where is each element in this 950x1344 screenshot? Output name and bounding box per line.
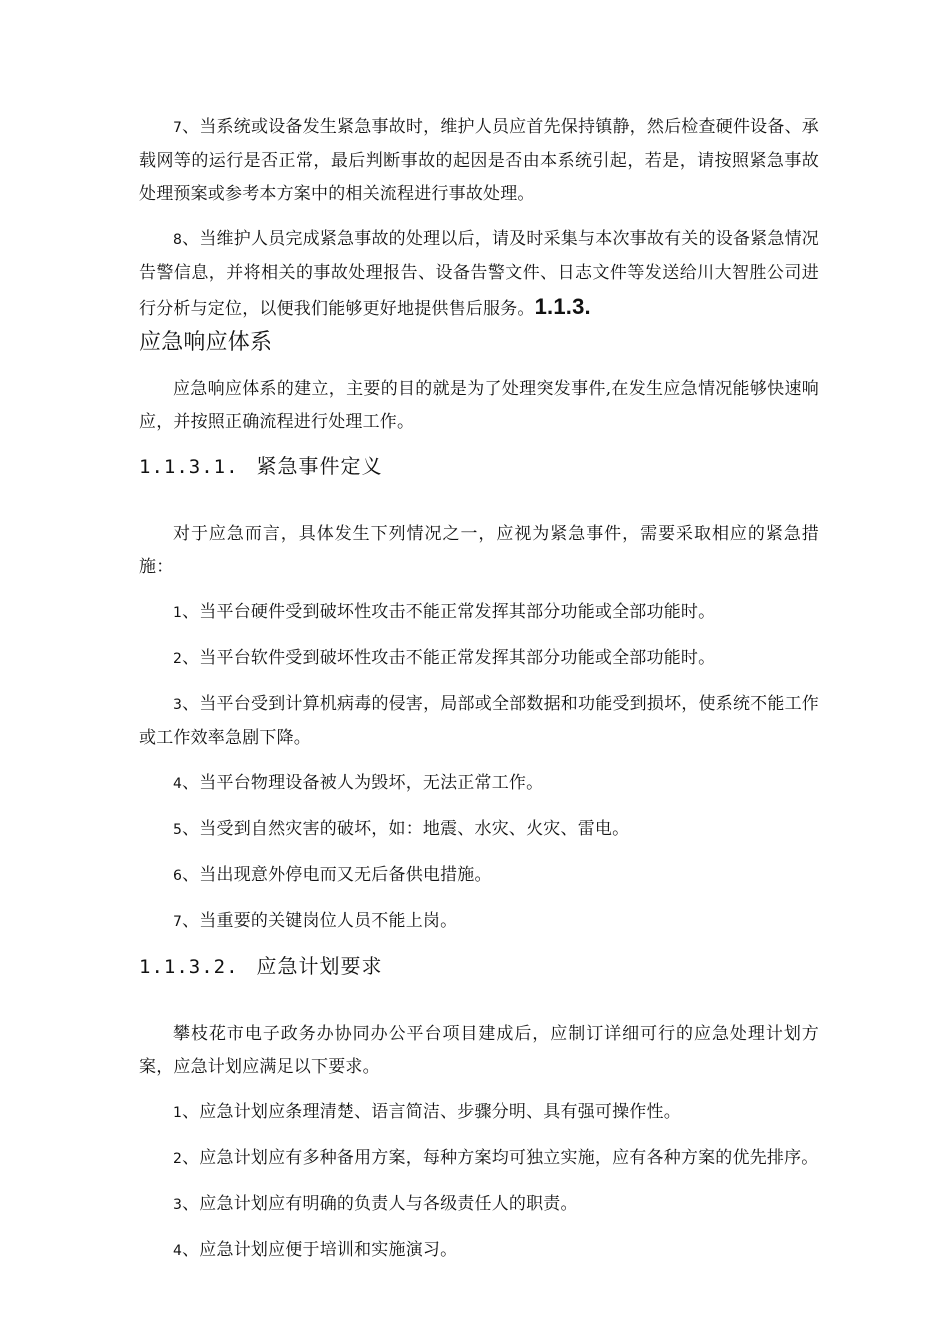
list-number: 1 (173, 1105, 183, 1121)
list-number: 8 (173, 232, 183, 248)
paragraph-text: 、应急计划应条理清楚、语言简洁、步骤分明、具有强可操作性。 (182, 1102, 681, 1122)
list-item (139, 905, 819, 939)
list-number: 7 (173, 914, 183, 930)
section-heading-number: 1.1.3. (534, 294, 591, 319)
subsection-heading-number: 1.1.3.1. (139, 456, 239, 478)
list-item (139, 688, 819, 755)
paragraph-text: 攀枝花市电子政务办协同办公平台项目建成后，应制订详细可行的应急处理计划方案，应急计划应满足以下要求。 (139, 1024, 819, 1077)
list-number: 3 (173, 697, 183, 713)
paragraph-text: 、当平台硬件受到破坏性攻击不能正常发挥其部分功能或全部功能时。 (182, 602, 716, 622)
list-item (139, 813, 819, 847)
list-number: 3 (173, 1197, 183, 1213)
list-item (139, 1096, 819, 1130)
subsection-heading-plan-requirements (139, 951, 819, 982)
list-number: 1 (173, 605, 183, 621)
list-number: 5 (173, 822, 183, 838)
paragraph-text: 、当平台物理设备被人为毁坏，无法正常工作。 (182, 773, 544, 793)
list-item (139, 1142, 819, 1176)
list-item (139, 767, 819, 801)
paragraph-intro (139, 373, 819, 439)
paragraph-intro (139, 518, 819, 584)
paragraph-text: 、当平台受到计算机病毒的侵害，局部或全部数据和功能受到损坏，使系统不能工作或工作效率急剧下降。 (139, 694, 819, 748)
section-heading-title: 应急响应体系 (139, 330, 273, 355)
paragraph-intro (139, 1018, 819, 1084)
paragraph-text: 对于应急而言，具体发生下列情况之一，应视为紧急事件，需要采取相应的紧急措施： (139, 524, 819, 577)
paragraph-text: 、应急计划应有明确的负责人与各级责任人的职责。 (182, 1194, 578, 1214)
paragraph-text: 、当出现意外停电而又无后备供电措施。 (182, 865, 492, 885)
subsection-heading-title: 应急计划要求 (256, 954, 383, 978)
list-item (139, 642, 819, 676)
list-number: 4 (173, 776, 183, 792)
list-number: 4 (173, 1243, 183, 1259)
paragraph-text: 、应急计划应有多种备用方案，每种方案均可独立实施，应有各种方案的优先排序。 (182, 1148, 819, 1168)
list-item (139, 859, 819, 893)
paragraph-text: 、当平台软件受到破坏性攻击不能正常发挥其部分功能或全部功能时。 (182, 648, 716, 668)
paragraph-text: 、当系统或设备发生紧急事故时，维护人员应首先保持镇静，然后检查硬件设备、承载网等的运行是否正常，最后判断事故的起因是否由本系统引起，若是，请按照紧急事故处理预案或参考本方案中的相关流程进行事故处理。 (139, 117, 819, 204)
paragraph-text: 应急响应体系的建立，主要的目的就是为了处理突发事件,在发生应急情况能够快速响应，并按照正确流程进行处理工作。 (139, 379, 819, 432)
paragraph-text: 、当重要的关键岗位人员不能上岗。 (182, 911, 458, 931)
paragraph-item-8 (139, 223, 819, 361)
list-item (139, 1188, 819, 1222)
list-number: 2 (173, 651, 183, 667)
paragraph-text: 、应急计划应便于培训和实施演习。 (182, 1240, 458, 1260)
list-item (139, 1234, 819, 1268)
document-body (139, 111, 819, 1280)
paragraph-text: 、当维护人员完成紧急事故的处理以后，请及时采集与本次事故有关的设备紧急情况告警信息，并将相关的事故处理报告、设备告警文件、日志文件等发送给川大智胜公司进行分析与定位，以便我们能够更好地提供售后服务。 (139, 229, 819, 319)
list-number: 2 (173, 1151, 183, 1167)
subsection-heading-title: 紧急事件定义 (256, 454, 383, 478)
list-item (139, 596, 819, 630)
paragraph-item-7 (139, 111, 819, 211)
list-number: 6 (173, 868, 183, 884)
list-number: 7 (173, 120, 183, 136)
subsection-heading-number: 1.1.3.2. (139, 956, 239, 978)
subsection-heading-emergency-definition (139, 451, 819, 482)
paragraph-text: 、当受到自然灾害的破坏，如：地震、水灾、火灾、雷电。 (182, 819, 630, 839)
